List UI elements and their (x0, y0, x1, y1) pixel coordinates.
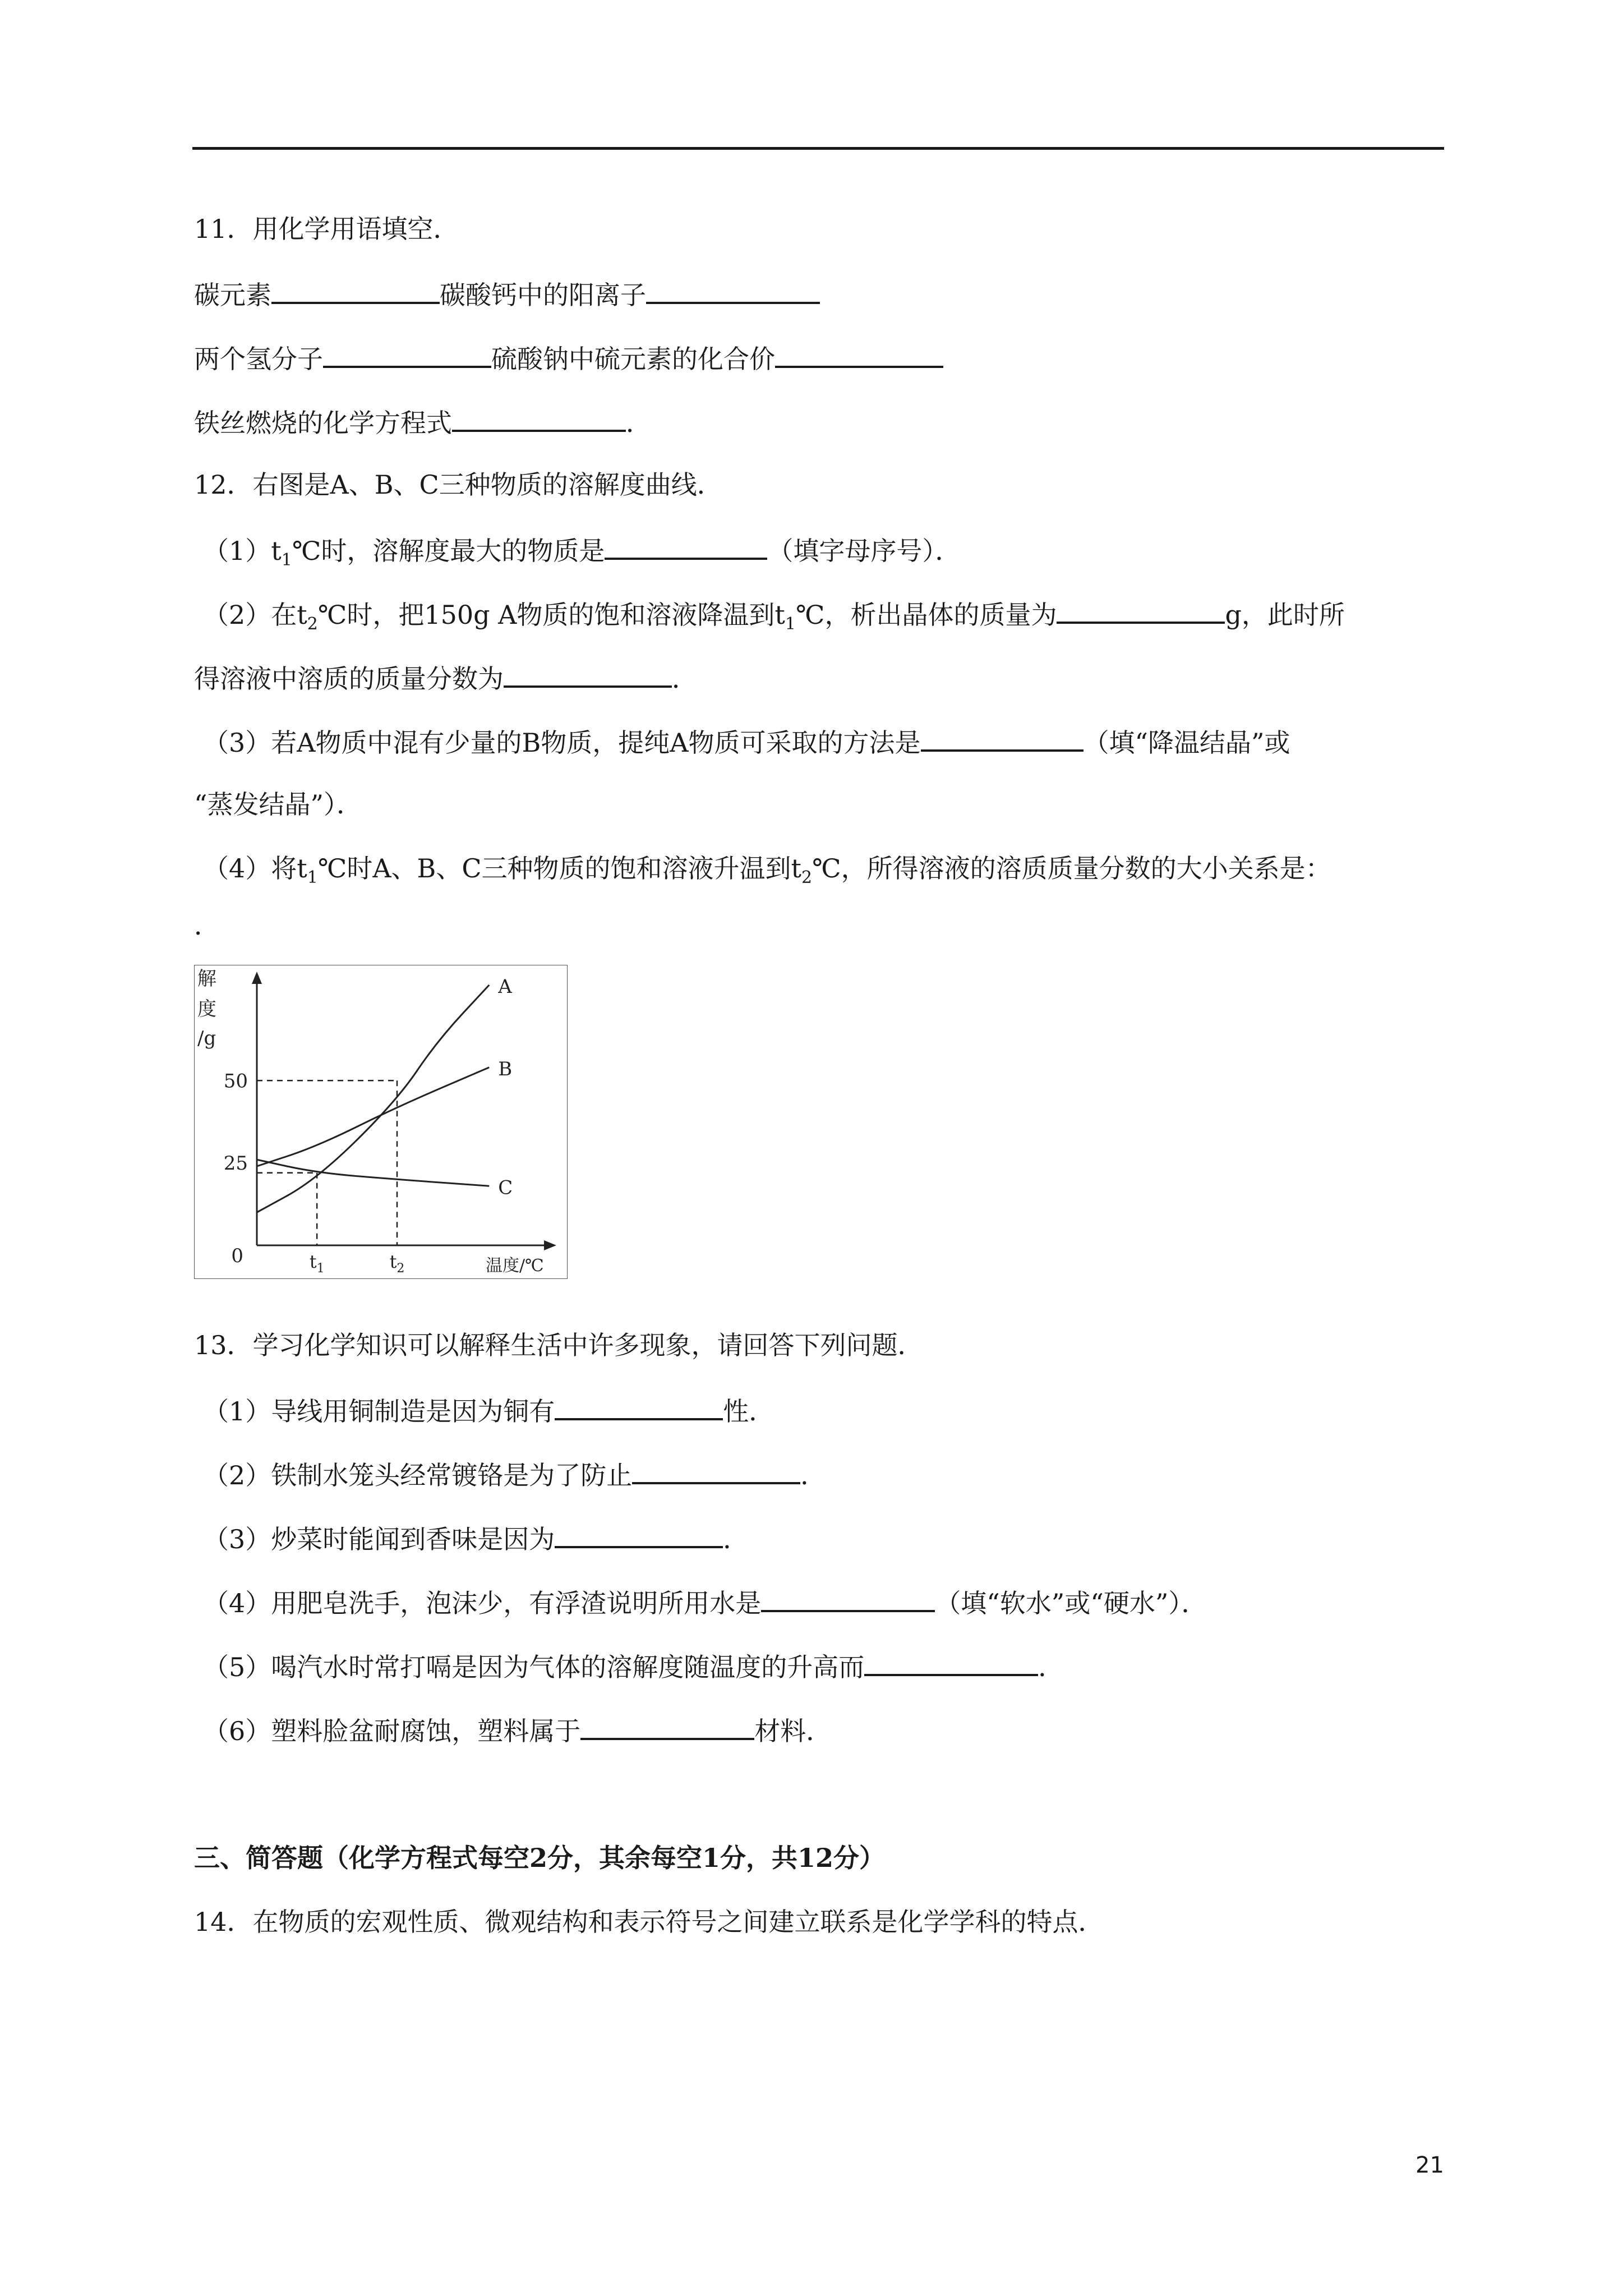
answer-blank[interactable] (452, 404, 626, 432)
q12-part-4 (203, 852, 1331, 888)
origin-label: 0 (231, 1245, 243, 1267)
q12-title: 12．右图是A、B、C三种物质的溶解度曲线． (194, 470, 723, 500)
q11-title: 11．用化学用语填空． (194, 214, 459, 244)
q12-part-3 (203, 724, 1290, 760)
text: （2）在t (203, 600, 307, 630)
period: ． (672, 664, 698, 694)
subscript: 2 (307, 614, 318, 634)
answer-blank[interactable] (646, 276, 820, 304)
answer-blank[interactable] (504, 660, 672, 688)
text: ℃，析出晶体的质量为 (795, 600, 1057, 630)
page-number: 21 (1415, 2152, 1444, 2178)
text: （2）铁制水笼头经常镀铬是为了防止 (203, 1460, 633, 1490)
answer-blank[interactable] (605, 532, 767, 560)
answer-blank[interactable] (864, 1648, 1038, 1676)
q13-title: 13．学习化学知识可以解释生活中许多现象，请回答下列问题． (194, 1330, 924, 1360)
subscript: 2 (801, 868, 813, 888)
answer-blank[interactable] (632, 1456, 800, 1484)
q13-part-4 (203, 1584, 1207, 1620)
q12-part-2 (203, 596, 1345, 632)
y-axis-label-line1: 解 (197, 968, 216, 990)
text: ℃时，把150g A物质的饱和溶液降温到t (317, 600, 785, 630)
text: ℃时，溶解度最大的物质是 (292, 536, 605, 566)
period: ． (1038, 1652, 1064, 1682)
q11-label-equation: 铁丝燃烧的化学方程式 (194, 408, 452, 438)
q11-label-valence: 硫酸钠中硫元素的化合价 (491, 344, 775, 374)
text: （3）炒菜时能闻到香味是因为 (203, 1524, 555, 1554)
y-tick-label: 50 (223, 1070, 248, 1093)
answer-blank[interactable] (775, 340, 943, 368)
q13-part-1 (203, 1392, 774, 1428)
q11-line-1 (194, 276, 820, 312)
text: ℃时A、B、C三种物质的饱和溶液升温到t (317, 853, 802, 884)
x-tick-label: $t_2$ (389, 1251, 405, 1276)
series-label-B: B (498, 1057, 513, 1080)
subscript: 1 (785, 614, 796, 634)
text: （填“降温结晶”或 (1083, 728, 1290, 758)
answer-blank[interactable] (555, 1392, 723, 1420)
period: ． (626, 408, 652, 438)
y-tick-label: 25 (223, 1152, 248, 1175)
text: （3）若A物质中混有少量的B物质，提纯A物质可采取的方法是 (203, 728, 921, 758)
q13-part-2 (203, 1456, 826, 1492)
answer-blank[interactable] (921, 724, 1083, 752)
y-axis-label-line2: 度 (197, 998, 216, 1020)
text: g，此时所 (1225, 600, 1345, 630)
x-axis-label: 温度/℃ (486, 1256, 544, 1276)
answer-blank[interactable] (555, 1520, 723, 1548)
y-axis-label-line3: /g (197, 1027, 216, 1050)
period: ． (723, 1524, 749, 1554)
text: （4）将t (203, 853, 307, 884)
text: （4）用肥皂洗手，泡沫少，有浮渣说明所用水是 (203, 1588, 762, 1618)
chart-border (194, 965, 568, 1279)
q12-part-4-end: ． (194, 910, 220, 941)
subscript: 1 (281, 550, 292, 570)
answer-blank[interactable] (323, 340, 491, 368)
q13-part-5 (203, 1648, 1064, 1684)
answer-blank[interactable] (580, 1712, 754, 1740)
q11-line-2 (194, 340, 943, 376)
q12-part-3-cont: “蒸发结晶”）． (194, 789, 363, 820)
q11-label-carbon: 碳元素 (194, 280, 271, 310)
q12-part-2-cont (194, 660, 698, 696)
q12-part-1 (203, 532, 961, 568)
text: 材料． (754, 1716, 832, 1746)
text: （5）喝汽水时常打嗝是因为气体的溶解度随温度的升高而 (203, 1652, 865, 1682)
text: （填“软水”或“硬水”）． (935, 1588, 1207, 1618)
series-label-A: A (498, 975, 512, 998)
q11-label-hydrogen: 两个氢分子 (194, 344, 323, 374)
subscript: 1 (307, 868, 318, 888)
q13-part-6 (203, 1712, 832, 1748)
q14-title: 14．在物质的宏观性质、微观结构和表示符号之间建立联系是化学学科的特点． (194, 1907, 1104, 1937)
text: （6）塑料脸盆耐腐蚀，塑料属于 (203, 1716, 581, 1746)
q11-line-3 (194, 404, 652, 440)
text: ℃，所得溶液的溶质质量分数的大小关系是： (812, 853, 1331, 884)
solubility-chart (194, 965, 568, 1279)
text: 性． (723, 1396, 775, 1427)
answer-blank[interactable] (271, 276, 440, 304)
series-label-C: C (498, 1176, 513, 1199)
text: （1）导线用铜制造是因为铜有 (203, 1396, 555, 1427)
section-3-heading: 三、简答题（化学方程式每空2分，其余每空1分，共12分） (194, 1843, 886, 1873)
answer-blank[interactable] (761, 1584, 935, 1612)
q11-label-cation: 碳酸钙中的阳离子 (440, 280, 646, 310)
text: （填字母序号）． (767, 536, 961, 566)
period: ． (800, 1460, 827, 1490)
x-tick-label: $t_1$ (309, 1251, 325, 1276)
q13-part-3 (203, 1520, 749, 1556)
text: 得溶液中溶质的质量分数为 (194, 664, 504, 694)
text: （1）t (203, 536, 282, 566)
answer-blank[interactable] (1057, 596, 1225, 624)
header-rule (192, 147, 1444, 150)
